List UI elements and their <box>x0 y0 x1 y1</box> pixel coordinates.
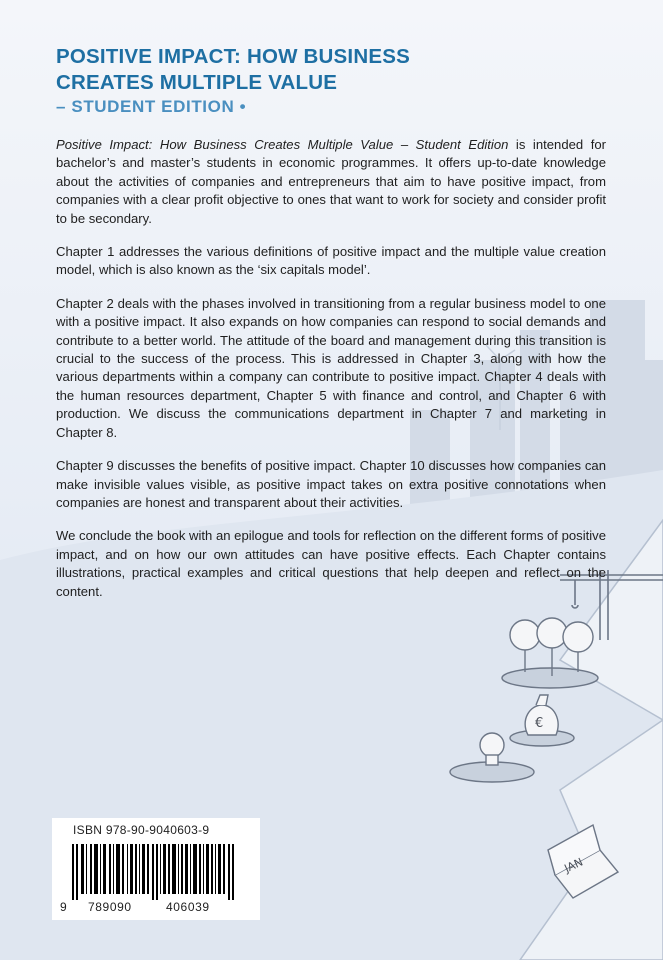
blurb-paragraph-1 <box>56 136 606 228</box>
isbn-barcode-box <box>52 818 260 920</box>
isbn-label: ISBN 978-90-9040603-9 <box>73 823 210 837</box>
svg-text:€: € <box>535 716 544 731</box>
barcode-icon <box>72 844 242 900</box>
calendar-label: JAN <box>562 855 585 876</box>
edition-subtitle: – STUDENT EDITION • <box>56 97 247 116</box>
barcode-digit-first: 9 <box>60 900 68 914</box>
barcode-digit-group-2: 406039 <box>166 900 210 914</box>
book-title-italic: Positive Impact: How Business Creates Multiple Value – Student Edition <box>56 137 509 152</box>
blurb-paragraph-1-rest: is intended for bachelor’s and master’s students in economic programmes. It offers up-to-date knowledge about the activities of companies and entrepreneurs that aim to have positive impact, from companies with a clear profit objective to ones that want to work for society and consider profit to be secondary. <box>56 137 606 226</box>
blurb-paragraph-2: Chapter 1 addresses the various definitions of positive impact and the multiple value creation model, which is also known as the ‘six capitals model’. <box>56 244 606 278</box>
blurb-paragraph-5: We conclude the book with an epilogue and tools for reflection on the different forms of positive impact, and on how our own attitudes can have positive effects. Each Chapter contains illustrations, practical examples and critical questions that help deepen and reflect on the content. <box>56 528 606 599</box>
blurb-paragraph-4: Chapter 9 discusses the benefits of positive impact. Chapter 10 discusses how companies can make invisible values visible, as positive impact takes on extra positive connotations when companies are honest and transparent about their activities. <box>56 458 606 510</box>
title-line-2: CREATES MULTIPLE VALUE <box>56 71 338 94</box>
title-line-1: POSITIVE IMPACT: HOW BUSINESS <box>56 45 410 68</box>
barcode-digit-group-1: 789090 <box>88 900 132 914</box>
blurb-text <box>56 136 606 616</box>
blurb-paragraph-3: Chapter 2 deals with the phases involved in transitioning from a regular business model to one with a positive impact. It also expands on how companies can respond to social demands and contribute to a better world. The attitude of the board and management during this transition is crucial to the success of the process. This is addressed in Chapter 3, along with how the various departments within a company can contribute to positive impact. Chapter 4 deals with the human resources department, Chapter 5 with finance and control, and Chapter 6 with production. We discuss the communications department in Chapter 7 and marketing in Chapter 8. <box>56 295 606 440</box>
book-title <box>56 44 616 96</box>
